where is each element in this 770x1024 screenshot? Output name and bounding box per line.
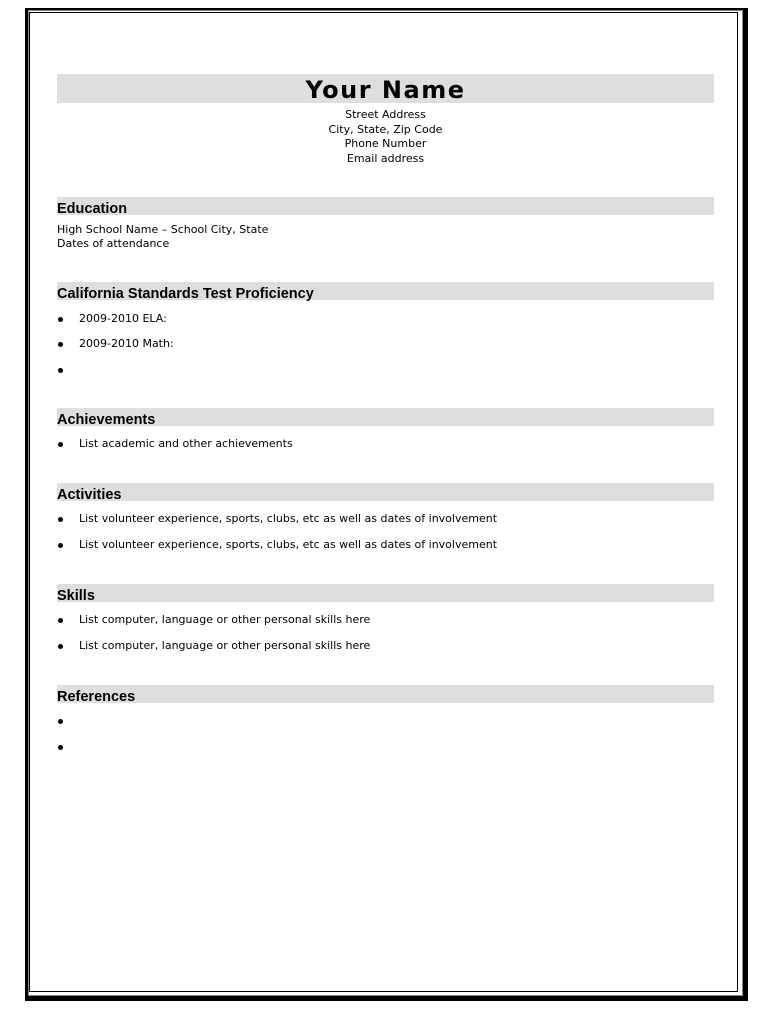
list-item [57,336,697,352]
cst-math: 2009-2010 Math: [79,337,174,350]
bullet-icon [58,342,63,347]
skill-item: List computer, language or other personal skills here [79,613,371,626]
bullet-icon [58,719,63,724]
cst-heading-text: California Standards Test Proficiency [57,286,314,302]
references-heading-text: References [57,689,136,705]
email-address: Email address [346,151,425,165]
resume-name: Your Name [305,76,466,104]
list-item [57,537,697,553]
bullet-icon [58,317,63,322]
cst-heading [57,282,714,300]
education-heading-text: Education [57,201,128,217]
skill-item: List computer, language or other personal skills here [79,639,371,652]
contact-block [57,108,714,166]
list-item [57,739,697,755]
street-address: Street Address [345,108,426,121]
references-heading [57,685,714,703]
list-item [57,436,697,452]
skills-heading-text: Skills [57,588,95,604]
activity-item: List volunteer experience, sports, clubs, etc as well as dates of involvement [79,512,498,525]
bullet-icon [58,618,63,623]
list-item [57,612,697,628]
achievement-item: List academic and other achievements [79,437,293,450]
list-item [57,713,697,729]
bullet-icon [58,442,63,447]
achievements-heading-text: Achievements [57,412,156,428]
education-heading [57,197,714,215]
bullet-icon [58,368,63,373]
list-item [57,511,697,527]
achievements-heading [57,408,714,426]
list-item [57,362,697,378]
activity-item: List volunteer experience, sports, clubs, etc as well as dates of involvement [79,538,498,551]
education-school: High School Name – School City, State [57,223,269,236]
name-header [57,74,714,103]
education-dates: Dates of attendance [57,237,170,250]
bullet-icon [58,745,63,750]
bullet-icon [58,543,63,548]
skills-heading [57,584,714,602]
bullet-icon [58,517,63,522]
cst-ela: 2009-2010 ELA: [79,312,167,325]
phone-number: Phone Number [344,137,427,150]
activities-heading-text: Activities [57,487,122,503]
activities-heading [57,483,714,501]
list-item [57,311,697,327]
bullet-icon [58,644,63,649]
city-state-zip: City, State, Zip Code [328,122,443,136]
list-item [57,638,697,654]
